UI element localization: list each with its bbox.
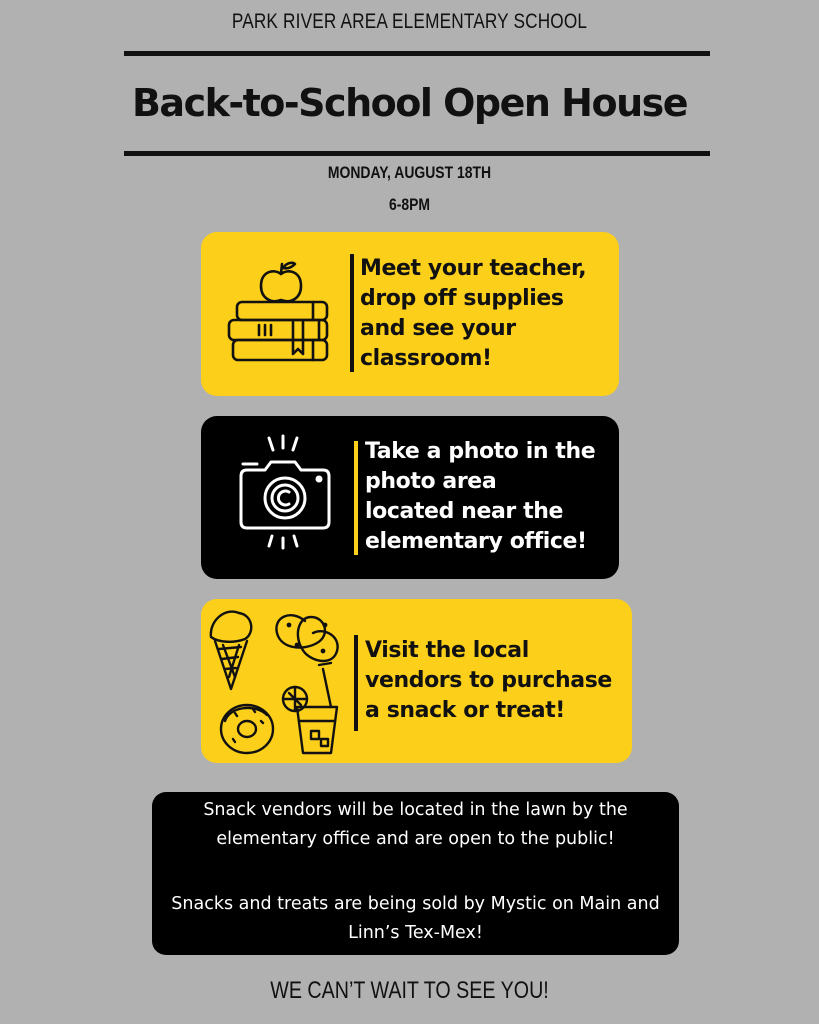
- event-time: 6-8PM: [388, 195, 431, 214]
- vendor-names-text: Snacks and treats are being sold by Mystic on Main and Linn’s Tex-Mex!: [171, 894, 660, 943]
- school-name: PARK RIVER AREA ELEMENTARY SCHOOL: [231, 10, 588, 33]
- books-apple-icon: [223, 252, 333, 372]
- closing-message: WE CAN’T WAIT TO SEE YOU!: [270, 977, 549, 1004]
- event-date: MONDAY, AUGUST 18TH: [327, 163, 492, 182]
- snacks-icon: [205, 603, 345, 763]
- vendor-location-text: Snack vendors will be located in the lawn by the elementary office and are open to the public!: [203, 800, 628, 849]
- camera-icon: [235, 434, 335, 554]
- card-photo-area-text: Take a photo in the photo area located near the elementary office!: [365, 439, 596, 554]
- bottom-rule: [124, 151, 710, 156]
- card-meet-teacher: [201, 232, 619, 396]
- page-title: Back-to-School Open House: [131, 81, 688, 125]
- card-meet-teacher-text: Meet your teacher, drop off supplies and see your classroom!: [360, 256, 587, 371]
- card-vendors-text: Visit the local vendors to purchase a snack or treat!: [365, 638, 612, 723]
- top-rule: [124, 51, 710, 56]
- card-vendors: [201, 599, 632, 763]
- card-photo-area: [201, 416, 619, 579]
- vendor-info-box: [152, 792, 679, 955]
